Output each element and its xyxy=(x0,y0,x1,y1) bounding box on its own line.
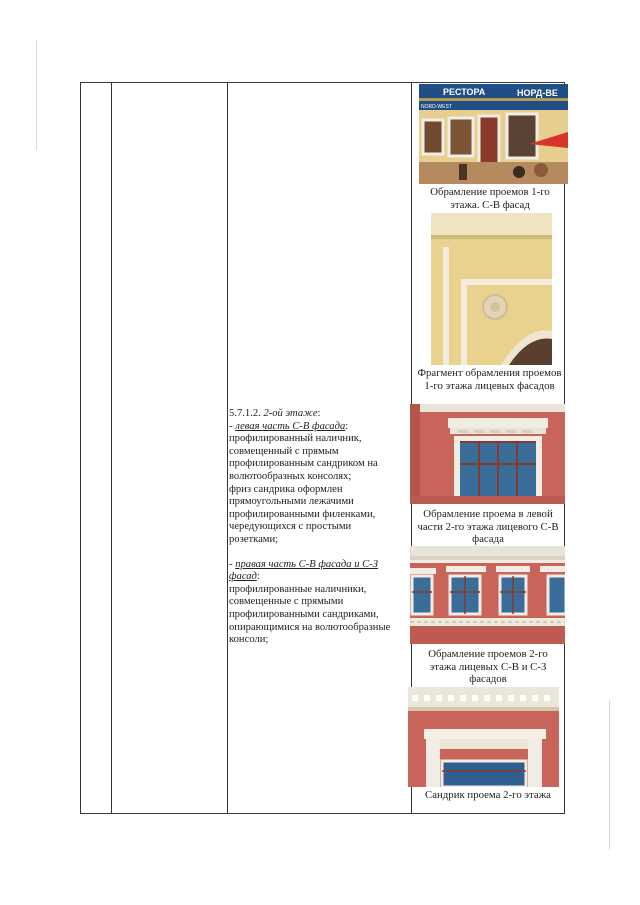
left-part-line: розетками; xyxy=(229,533,279,545)
caption-line: Обрамление проемов 1-го xyxy=(430,186,550,198)
caption-photo-2 xyxy=(411,367,568,392)
right-part-line: профилированные наличники, xyxy=(229,583,367,595)
left-part-title-line xyxy=(229,421,409,434)
right-part-title-line-2 xyxy=(229,571,409,584)
left-part-line: совмещенный с прямым xyxy=(229,445,339,457)
right-part-line: профилированными сандриками, xyxy=(229,608,379,620)
right-part-title: правая часть С-В фасада и С-З xyxy=(235,558,378,570)
heading-label: 2-ой этаже xyxy=(263,408,318,419)
heading-number: 5.7.1.2. xyxy=(229,408,264,419)
photo-ground-floor-facade xyxy=(419,84,568,184)
caption-line: Обрамление проема в левой xyxy=(423,508,553,520)
caption-line: части 2-го этажа лицевого С-В xyxy=(417,520,559,533)
caption-line: фасадов xyxy=(469,673,507,686)
photo-windows-row xyxy=(410,546,565,644)
caption-photo-4 xyxy=(410,648,566,686)
right-part-line: консоли; xyxy=(229,634,269,646)
scan-artifact-right xyxy=(609,700,610,850)
right-part-title-line xyxy=(229,559,409,572)
left-part-line: профилированным сандриком на xyxy=(229,458,378,470)
scan-artifact-left xyxy=(36,40,37,150)
sign-text-2: НОРД-ВЕ xyxy=(517,88,558,98)
caption-line: фасада xyxy=(472,533,504,546)
caption-line: Сандрик проема 2-го этажа xyxy=(425,789,551,801)
dash: - xyxy=(229,420,236,432)
heading-colon: : xyxy=(317,408,321,419)
caption-photo-5 xyxy=(410,789,566,802)
sign-text-1: РЕСТОРА xyxy=(443,87,486,97)
column-divider-1 xyxy=(111,82,112,814)
section-heading xyxy=(229,408,409,421)
dash: - xyxy=(229,558,236,570)
colon: : xyxy=(345,420,349,432)
left-part-line: профилированными филенками, xyxy=(229,508,376,520)
caption-photo-3 xyxy=(410,508,566,546)
caption-line: этажа лицевых С-В и С-З xyxy=(429,660,547,673)
column-divider-2 xyxy=(227,82,228,814)
colon: : xyxy=(256,571,260,583)
left-part-line: прямоугольными лежачими xyxy=(229,496,354,508)
sign-text-3: NORD-WEST xyxy=(421,104,452,110)
caption-line: Фрагмент обрамления проемов xyxy=(417,367,562,379)
description-cell xyxy=(229,408,409,647)
right-part-title-cont: фасад xyxy=(229,571,257,583)
caption-line: этажа. С-В фасад xyxy=(450,198,530,211)
left-part-line: волютообразных консолях; xyxy=(229,470,352,482)
left-part-line: профилированный наличник, xyxy=(229,433,362,445)
right-part-line: совмещенные с прямыми xyxy=(229,596,344,608)
photo-window-left-part xyxy=(410,404,565,504)
caption-photo-1 xyxy=(413,186,567,211)
left-part-title: левая часть С-В фасада xyxy=(235,420,346,432)
caption-line: Обрамление проемов 2-го xyxy=(428,648,548,660)
left-part-line: чередующихся с простыми xyxy=(229,521,352,533)
photo-sandrik-detail xyxy=(408,687,559,787)
left-part-line: фриз сандрика оформлен xyxy=(229,483,343,495)
caption-line: 1-го этажа лицевых фасадов xyxy=(424,379,555,392)
right-part-line: опирающимися на волютообразные xyxy=(229,621,391,633)
photo-rosette-fragment xyxy=(431,213,552,365)
